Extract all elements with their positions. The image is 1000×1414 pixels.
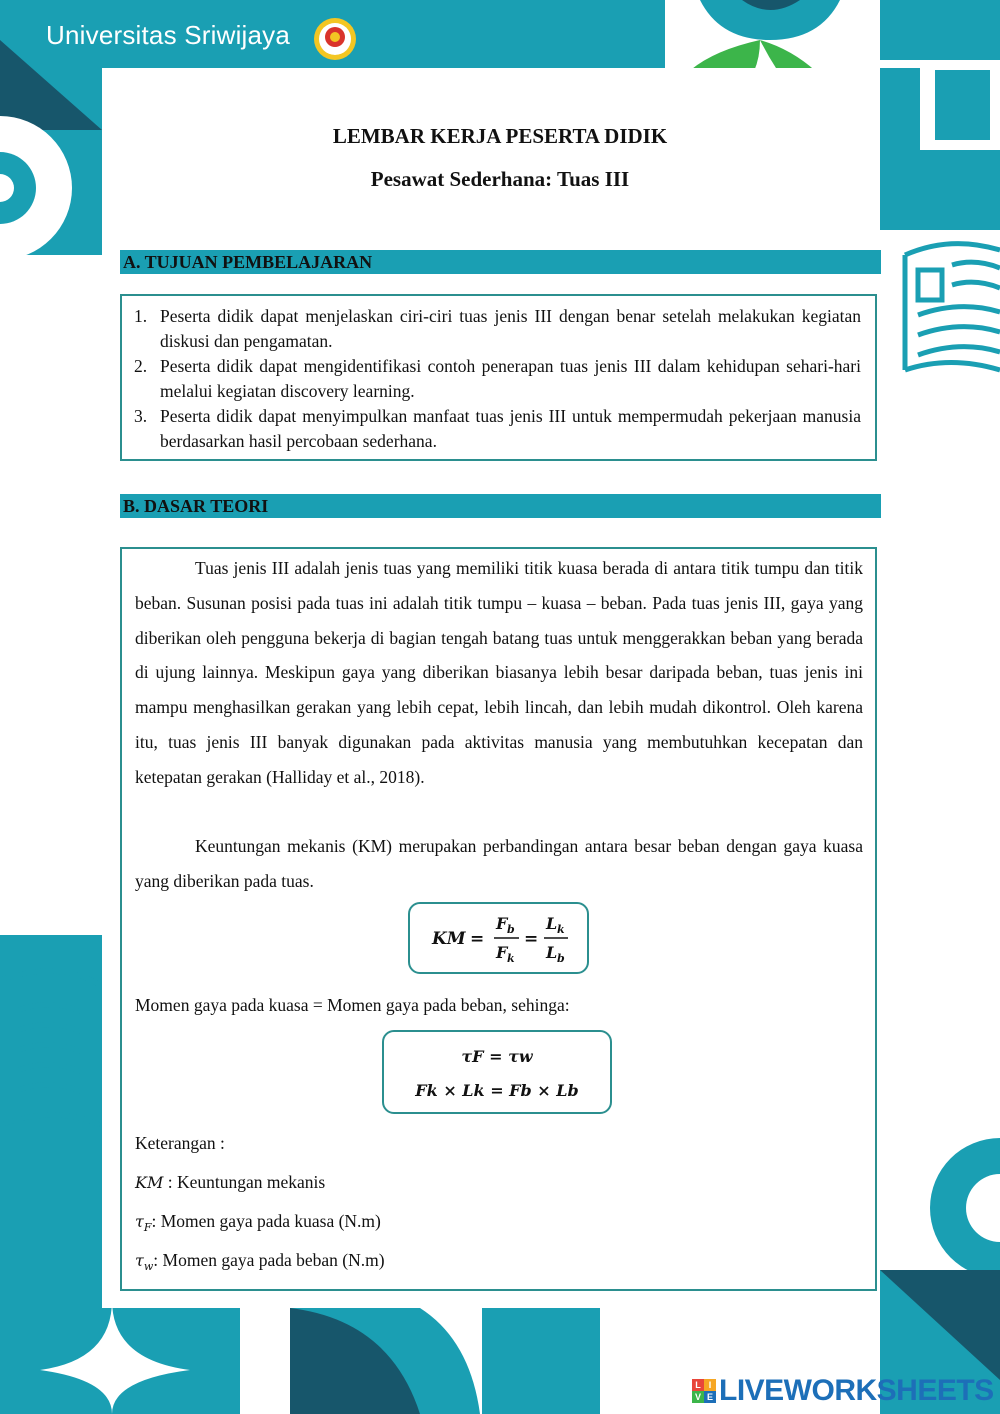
list-item-text: Peserta didik dapat mengidentifikasi contoh penerapan tuas jenis III dalam kehidupan sehari-hari melalui kegiatan discovery learning. xyxy=(160,356,861,401)
legend-item-km xyxy=(135,1172,325,1193)
section-b-heading: B. DASAR TEORI xyxy=(120,494,881,518)
keterangan-label: Keterangan : xyxy=(135,1133,225,1153)
document-subtitle: Pesawat Sederhana: Tuas III xyxy=(370,167,630,191)
fraction-2-denominator: L xyxy=(546,943,558,962)
learning-goals-list xyxy=(134,304,861,454)
list-item-number: 3. xyxy=(134,406,148,426)
legend-description: : Keuntungan mekanis xyxy=(163,1172,326,1192)
fraction-1-numerator: F xyxy=(496,914,508,933)
university-name: Universitas Sriwijaya xyxy=(46,20,291,50)
torque-equation: τF = τw xyxy=(461,1047,533,1066)
force-arm-equation: Fk × Lk = Fb × Lb xyxy=(415,1081,579,1100)
legend-description: : Momen gaya pada beban (N.m) xyxy=(153,1250,385,1270)
theory-box xyxy=(120,547,877,1291)
list-item-text: Peserta didik dapat menyimpulkan manfaat tuas jenis III untuk mempermudah pekerjaan manusia berdasarkan hasil percobaan sederhana. xyxy=(160,406,861,451)
list-item xyxy=(134,404,861,454)
section-a-heading: A. TUJUAN PEMBELAJARAN xyxy=(120,250,881,274)
formula-km-symbol: KM xyxy=(432,929,466,949)
fraction-1-denominator-sub: k xyxy=(507,952,515,965)
legend-item-tau-w xyxy=(135,1250,385,1273)
liveworksheets-badge-icon: L I V E xyxy=(692,1379,716,1403)
torque-balance-formula xyxy=(382,1030,612,1114)
fraction-2-numerator: L xyxy=(546,914,558,933)
list-item xyxy=(134,304,861,354)
document-title: LEMBAR KERJA PESERTA DIDIK xyxy=(332,124,668,148)
formula-equals-1: = xyxy=(470,929,485,949)
list-item-number: 1. xyxy=(134,306,148,326)
fraction-1-denominator: F xyxy=(496,943,508,962)
fraction-1-numerator-sub: b xyxy=(507,923,515,936)
formula-equals-2: = xyxy=(524,929,539,949)
list-item xyxy=(134,354,861,404)
mechanical-advantage-formula xyxy=(408,902,589,974)
theory-paragraph-1: Tuas jenis III adalah jenis tuas yang memiliki titik kuasa berada di antara titik tumpu dan titik beban. Susunan posisi pada tuas ini adalah titik tumpu – kuasa – beban. Pada tuas jenis III, gaya yang diberikan oleh pengguna bekerja di bagian tengah batang tuas untuk menggerakkan beban yang berada di ujung lainnya. Meskipun gaya yang diberikan biasanya lebih besar daripada beban, tuas jenis ini mampu menghasilkan gerakan yang lebih cepat, lebih lincah, dan lebih mudah dikontrol. Oleh karena itu, tuas jenis III banyak digunakan pada aktivitas manusia yang membutuhkan kecepatan dan ketepatan gerakan (Halliday et al., 2018). xyxy=(135,558,863,787)
liveworksheets-logo[interactable] xyxy=(692,1374,994,1408)
university-logo-icon xyxy=(312,16,358,62)
momen-statement: Momen gaya pada kuasa = Momen gaya pada beban, sehinga: xyxy=(135,995,570,1015)
learning-goals-box xyxy=(120,294,877,461)
theory-paragraph-2: Keuntungan mekanis (KM) merupakan perbandingan antara besar beban dengan gaya kuasa yang diberikan pada tuas. xyxy=(135,836,863,891)
legend-symbol: KM xyxy=(135,1173,164,1192)
legend-symbol: $\tau_F$ xyxy=(135,1212,152,1235)
liveworksheets-brand-text: LIVEWORKSHEETS xyxy=(719,1374,994,1407)
legend-description: : Momen gaya pada kuasa (N.m) xyxy=(151,1211,381,1231)
fraction-2-numerator-sub: k xyxy=(557,923,565,936)
fraction-2-denominator-sub: b xyxy=(557,952,565,965)
legend-item-tau-f xyxy=(135,1211,381,1234)
list-item-number: 2. xyxy=(134,356,148,376)
list-item-text: Peserta didik dapat menjelaskan ciri-ciri tuas jenis III dengan benar setelah melakukan kegiatan diskusi dan pengamatan. xyxy=(160,306,861,351)
legend-symbol: $\tau_w$ xyxy=(135,1251,154,1274)
